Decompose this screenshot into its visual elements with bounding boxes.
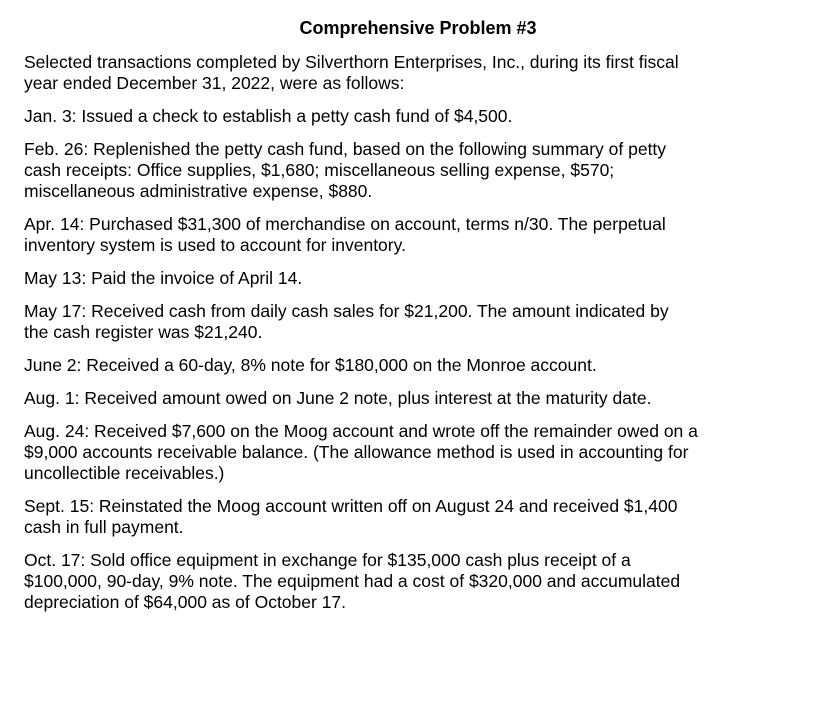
intro-paragraph	[24, 52, 812, 94]
text-line: Sept. 15: Reinstated the Moog account written off on August 24 and received $1,400	[24, 496, 678, 516]
transaction-aug-1	[24, 388, 812, 409]
transaction-aug-24	[24, 421, 812, 484]
transaction-apr-14	[24, 214, 812, 256]
text-line: Jan. 3: Issued a check to establish a petty cash fund of $4,500.	[24, 106, 513, 126]
transaction-feb-26	[24, 139, 812, 202]
text-line: cash in full payment.	[24, 517, 184, 537]
text-line: $9,000 accounts receivable balance. (The allowance method is used in accounting for	[24, 442, 689, 462]
text-line: Apr. 14: Purchased $31,300 of merchandise on account, terms n/30. The perpetual	[24, 214, 666, 234]
transaction-oct-17	[24, 550, 812, 613]
text-line: June 2: Received a 60-day, 8% note for $180,000 on the Monroe account.	[24, 355, 597, 375]
text-line: depreciation of $64,000 as of October 17.	[24, 592, 347, 612]
text-line: inventory system is used to account for inventory.	[24, 235, 406, 255]
text-line: cash receipts: Office supplies, $1,680; miscellaneous selling expense, $570;	[24, 160, 615, 180]
text-line: the cash register was $21,240.	[24, 322, 263, 342]
text-line: miscellaneous administrative expense, $880.	[24, 181, 373, 201]
text-line: uncollectible receivables.)	[24, 463, 225, 483]
transaction-may-13	[24, 268, 812, 289]
transaction-june-2	[24, 355, 812, 376]
text-line: $100,000, 90-day, 9% note. The equipment had a cost of $320,000 and accumulated	[24, 571, 681, 591]
text-line: Oct. 17: Sold office equipment in exchange for $135,000 cash plus receipt of a	[24, 550, 631, 570]
text-line: May 17: Received cash from daily cash sales for $21,200. The amount indicated by	[24, 301, 669, 321]
transaction-jan-3	[24, 106, 812, 127]
text-line: Aug. 24: Received $7,600 on the Moog account and wrote off the remainder owed on a	[24, 421, 698, 441]
transaction-may-17	[24, 301, 812, 343]
text-line: Selected transactions completed by Silverthorn Enterprises, Inc., during its first fiscal	[24, 52, 679, 72]
text-line: May 13: Paid the invoice of April 14.	[24, 268, 303, 288]
text-line: Feb. 26: Replenished the petty cash fund, based on the following summary of petty	[24, 139, 667, 159]
transaction-sept-15	[24, 496, 812, 538]
text-line: year ended December 31, 2022, were as follows:	[24, 73, 405, 93]
text-line: Aug. 1: Received amount owed on June 2 note, plus interest at the maturity date.	[24, 388, 652, 408]
page-title: Comprehensive Problem #3	[299, 18, 537, 38]
